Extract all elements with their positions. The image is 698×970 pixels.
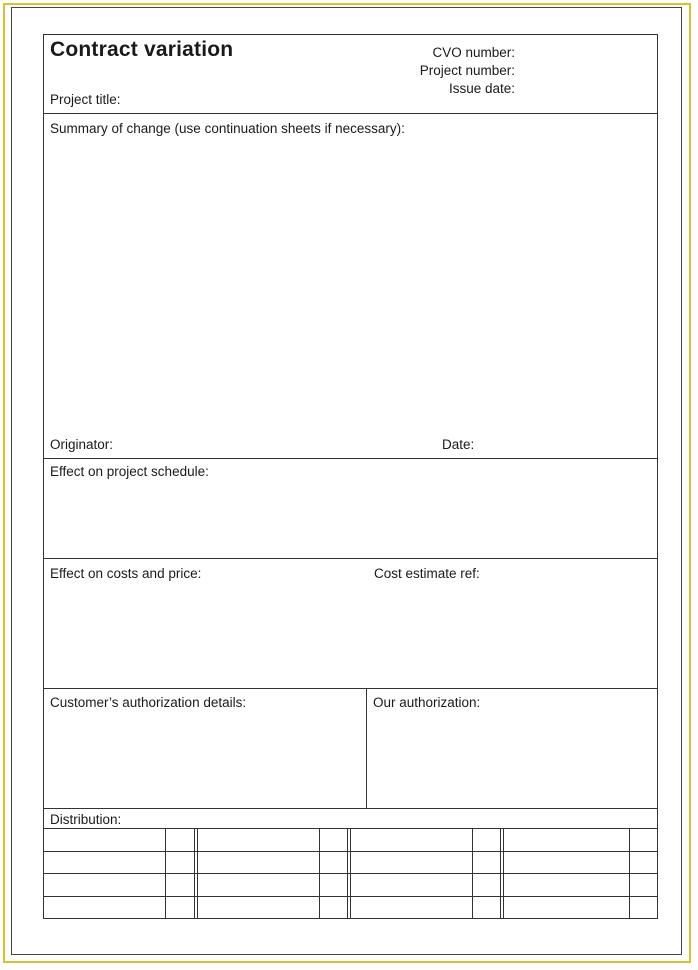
table-column-line: [472, 828, 473, 919]
summary-section[interactable]: [44, 114, 657, 459]
table-column-line: [500, 828, 501, 919]
table-column-line: [165, 828, 166, 919]
costs-label: Effect on costs and price:: [50, 566, 202, 581]
table-column-line: [350, 828, 351, 919]
table-column-line: [347, 828, 348, 919]
schedule-label: Effect on project schedule:: [50, 464, 209, 479]
authorization-section: [44, 689, 657, 809]
date-label: Date:: [442, 437, 475, 452]
project-title-label: Project title:: [50, 92, 121, 107]
contract-variation-form: [43, 34, 658, 919]
table-column-line: [197, 828, 198, 919]
table-column-line: [503, 828, 504, 919]
customer-authorization-label: Customer’s authorization details:: [50, 695, 247, 710]
header-section: [44, 35, 657, 114]
originator-label: Originator:: [50, 437, 114, 452]
table-column-line: [319, 828, 320, 919]
issue-date-label: Issue date:: [448, 81, 515, 96]
project-number-label: Project number:: [419, 63, 515, 78]
distribution-table[interactable]: [44, 828, 657, 919]
summary-label: Summary of change (use continuation sheets if necessary):: [50, 121, 405, 136]
cost-estimate-ref-label: Cost estimate ref:: [374, 566, 480, 581]
distribution-label: Distribution:: [50, 812, 122, 827]
schedule-section[interactable]: [44, 459, 657, 559]
costs-section[interactable]: [44, 559, 657, 689]
authorization-divider: [366, 689, 367, 808]
cvo-number-label: CVO number:: [432, 45, 515, 60]
table-column-line: [194, 828, 195, 919]
form-title: Contract variation: [50, 38, 234, 61]
our-authorization-label: Our authorization:: [373, 695, 481, 710]
table-column-line: [629, 828, 630, 919]
